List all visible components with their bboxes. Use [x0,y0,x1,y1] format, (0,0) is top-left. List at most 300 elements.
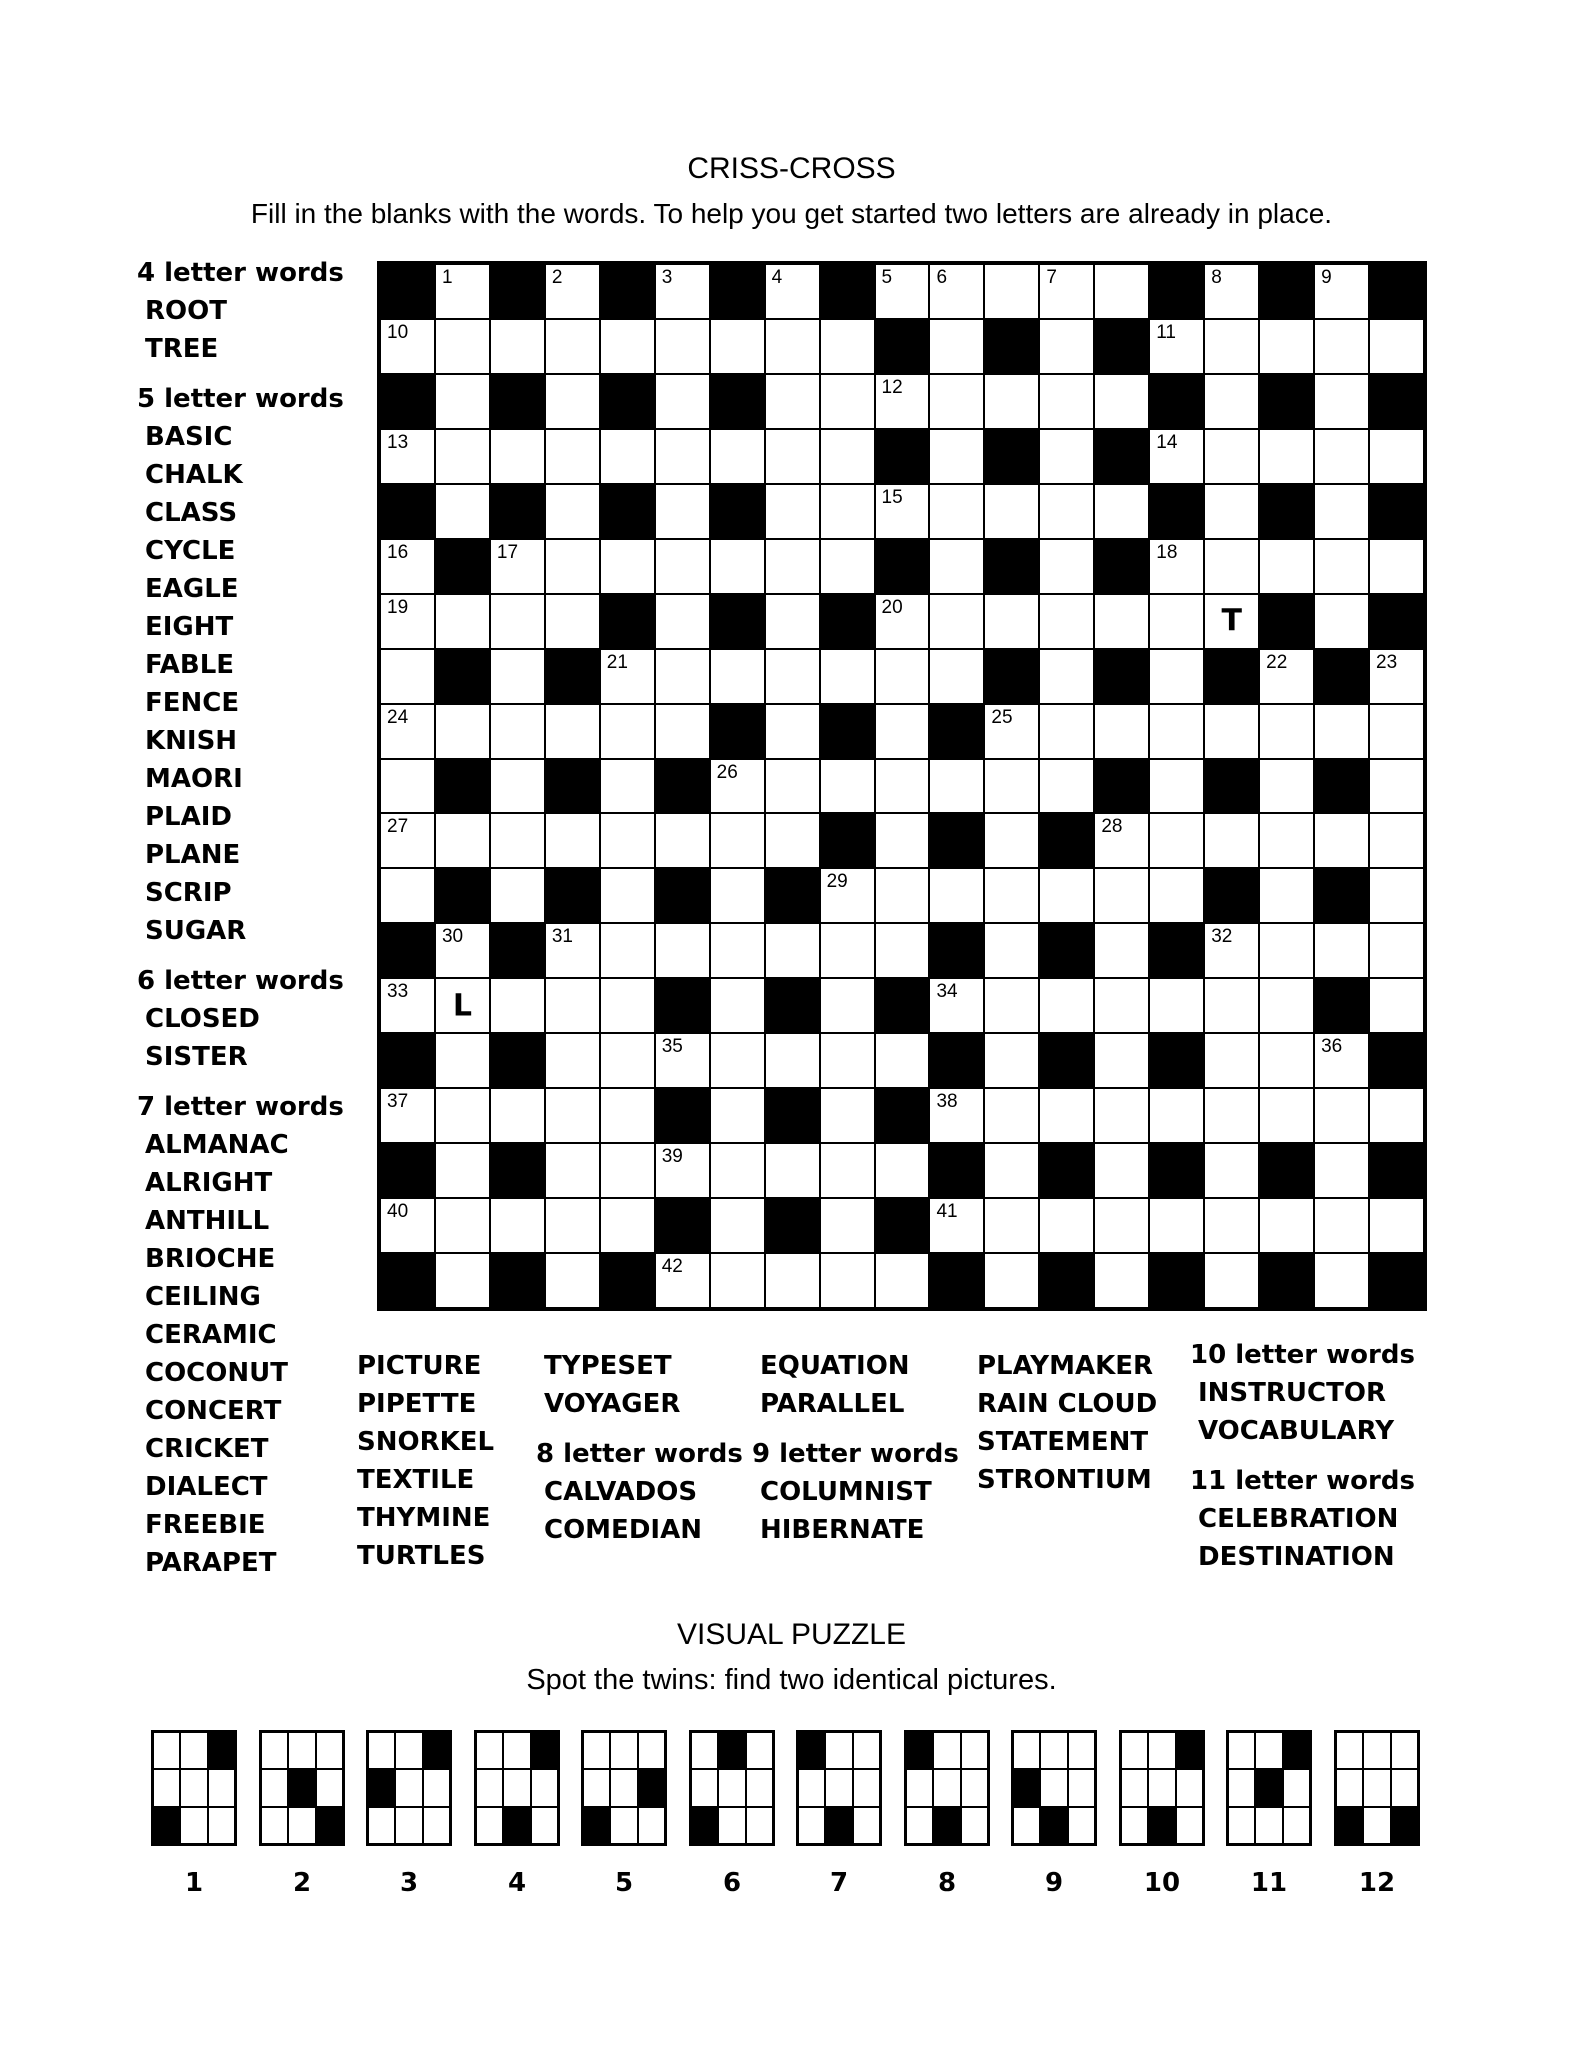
black-square [1150,265,1203,318]
grid-cell[interactable] [1370,924,1423,977]
grid-cell[interactable] [1150,814,1203,867]
grid-cell[interactable] [546,265,599,318]
grid-cell[interactable] [601,1034,654,1087]
grid-cell[interactable] [1205,979,1258,1032]
grid-cell[interactable] [1370,760,1423,813]
grid-cell[interactable] [1040,320,1093,373]
grid-cell[interactable] [821,485,874,538]
grid-cell[interactable] [1315,924,1368,977]
black-square [1315,650,1368,703]
black-square [1370,595,1423,648]
grid-cell[interactable] [1260,814,1313,867]
grid-cell[interactable] [985,485,1038,538]
grid-cell[interactable] [1315,1199,1368,1252]
grid-cell[interactable] [1095,485,1148,538]
grid-cell[interactable] [546,375,599,428]
grid-cell[interactable] [766,430,819,483]
grid-cell[interactable] [930,1089,983,1142]
grid-cell[interactable] [1205,1254,1258,1307]
grid-cell[interactable] [1260,924,1313,977]
grid-cell[interactable] [766,760,819,813]
grid-cell[interactable] [491,540,544,593]
grid-cell[interactable] [711,979,764,1032]
grid-cell[interactable] [711,924,764,977]
grid-cell[interactable] [985,1254,1038,1307]
grid-cell[interactable] [766,924,819,977]
grid-cell[interactable] [876,760,929,813]
grid-cell[interactable] [491,430,544,483]
visual-picture[interactable] [904,1730,990,1846]
grid-cell[interactable] [876,869,929,922]
grid-cell[interactable] [601,540,654,593]
word-list-item: CONCERT [145,1396,282,1426]
grid-cell[interactable] [1040,485,1093,538]
grid-cell[interactable] [1150,1089,1203,1142]
grid-cell[interactable] [381,430,434,483]
grid-cell[interactable] [546,595,599,648]
clue-number: 26 [716,761,738,783]
grid-cell[interactable] [656,265,709,318]
grid-cell[interactable] [1205,595,1258,648]
grid-cell[interactable] [601,760,654,813]
grid-cell[interactable] [436,705,489,758]
grid-cell[interactable] [546,1144,599,1197]
grid-cell[interactable] [656,540,709,593]
grid-cell[interactable] [1095,1089,1148,1142]
grid-cell[interactable] [1370,1089,1423,1142]
grid-cell[interactable] [601,320,654,373]
grid-cell[interactable] [1260,320,1313,373]
grid-cell[interactable] [766,1254,819,1307]
grid-cell[interactable] [985,979,1038,1032]
grid-cell[interactable] [1260,1199,1313,1252]
grid-cell[interactable] [1205,705,1258,758]
grid-cell[interactable] [711,1254,764,1307]
grid-cell[interactable] [1260,650,1313,703]
grid-cell[interactable] [601,1089,654,1142]
grid-cell[interactable] [1040,979,1093,1032]
grid-cell[interactable] [985,869,1038,922]
grid-cell[interactable] [436,1144,489,1197]
grid-cell[interactable] [985,265,1038,318]
grid-cell[interactable] [491,650,544,703]
grid-cell[interactable] [1260,760,1313,813]
visual-picture[interactable] [581,1730,667,1846]
grid-cell[interactable] [381,869,434,922]
grid-cell[interactable] [1150,595,1203,648]
black-square [930,1144,983,1197]
grid-cell[interactable] [601,814,654,867]
grid-cell[interactable] [656,375,709,428]
grid-cell[interactable] [1205,430,1258,483]
visual-picture[interactable] [151,1730,237,1846]
grid-cell[interactable] [656,320,709,373]
grid-cell[interactable] [766,650,819,703]
grid-cell[interactable] [1315,1144,1368,1197]
grid-cell[interactable] [766,705,819,758]
grid-cell[interactable] [381,1199,434,1252]
grid-cell[interactable] [601,705,654,758]
grid-cell[interactable] [930,320,983,373]
grid-cell[interactable] [381,760,434,813]
grid-cell[interactable] [1040,375,1093,428]
grid-cell[interactable] [821,1089,874,1142]
grid-cell[interactable] [381,540,434,593]
given-letter: L [452,988,472,1024]
grid-cell[interactable] [821,869,874,922]
grid-cell[interactable] [1040,265,1093,318]
grid-cell[interactable] [1315,1034,1368,1087]
grid-cell[interactable] [1095,375,1148,428]
grid-cell[interactable] [436,1089,489,1142]
grid-cell[interactable] [1260,540,1313,593]
grid-cell[interactable] [436,485,489,538]
grid-cell[interactable] [1205,924,1258,977]
grid-cell[interactable] [821,979,874,1032]
grid-cell[interactable] [546,705,599,758]
grid-cell[interactable] [930,485,983,538]
visual-picture[interactable] [1226,1730,1312,1846]
grid-cell[interactable] [876,1144,929,1197]
grid-cell[interactable] [1205,1034,1258,1087]
grid-cell[interactable] [876,650,929,703]
grid-cell[interactable] [656,650,709,703]
grid-cell[interactable] [711,1034,764,1087]
grid-cell[interactable] [436,375,489,428]
grid-cell[interactable] [876,924,929,977]
word-list-item: STATEMENT [977,1427,1149,1457]
grid-cell[interactable] [876,485,929,538]
grid-cell[interactable] [656,430,709,483]
grid-cell[interactable] [491,1199,544,1252]
grid-cell[interactable] [1205,320,1258,373]
black-square [1370,1034,1423,1087]
grid-cell[interactable] [1370,705,1423,758]
grid-cell[interactable] [876,1254,929,1307]
picture-cell [1069,1808,1094,1843]
grid-cell[interactable] [821,650,874,703]
grid-cell[interactable] [381,1089,434,1142]
grid-cell[interactable] [546,979,599,1032]
grid-cell[interactable] [1370,650,1423,703]
clue-number: 15 [881,486,903,508]
grid-cell[interactable] [766,814,819,867]
grid-cell[interactable] [821,540,874,593]
grid-cell[interactable] [1315,595,1368,648]
grid-cell[interactable] [1150,430,1203,483]
grid-cell[interactable] [1205,1089,1258,1142]
word-list-item: HIBERNATE [760,1515,925,1545]
grid-cell[interactable] [1150,1199,1203,1252]
grid-cell[interactable] [1040,1089,1093,1142]
black-square [1370,1254,1423,1307]
grid-cell[interactable] [876,705,929,758]
grid-cell[interactable] [1370,979,1423,1032]
grid-cell[interactable] [821,1199,874,1252]
grid-cell[interactable] [381,814,434,867]
grid-cell[interactable] [656,1144,709,1197]
grid-cell[interactable] [930,650,983,703]
black-square [546,650,599,703]
grid-cell[interactable] [1095,1034,1148,1087]
grid-cell[interactable] [601,979,654,1032]
grid-cell[interactable] [821,320,874,373]
grid-cell[interactable] [876,265,929,318]
grid-cell[interactable] [711,320,764,373]
grid-cell[interactable] [1260,430,1313,483]
grid-cell[interactable] [930,760,983,813]
grid-cell[interactable] [491,814,544,867]
grid-cell[interactable] [1040,760,1093,813]
clue-number: 16 [387,541,409,563]
black-square [436,650,489,703]
grid-cell[interactable] [601,1199,654,1252]
grid-cell[interactable] [1095,265,1148,318]
grid-cell[interactable] [985,1089,1038,1142]
grid-cell[interactable] [711,430,764,483]
grid-cell[interactable] [930,430,983,483]
grid-cell[interactable] [656,595,709,648]
grid-cell[interactable] [436,265,489,318]
grid-cell[interactable] [656,485,709,538]
grid-cell[interactable] [766,540,819,593]
grid-cell[interactable] [1205,540,1258,593]
grid-cell[interactable] [1315,265,1368,318]
grid-cell[interactable] [1260,979,1313,1032]
grid-cell[interactable] [1370,430,1423,483]
grid-cell[interactable] [381,650,434,703]
grid-cell[interactable] [1150,760,1203,813]
grid-cell[interactable] [656,924,709,977]
grid-cell[interactable] [930,869,983,922]
grid-cell[interactable] [1095,1254,1148,1307]
grid-cell[interactable] [436,924,489,977]
grid-cell[interactable] [436,1199,489,1252]
grid-cell[interactable] [876,595,929,648]
picture-cell [854,1733,879,1768]
grid-cell[interactable] [711,540,764,593]
grid-cell[interactable] [711,650,764,703]
grid-cell[interactable] [1040,540,1093,593]
grid-cell[interactable] [876,1034,929,1087]
grid-cell[interactable] [1315,320,1368,373]
grid-cell[interactable] [1370,320,1423,373]
grid-cell[interactable] [821,1034,874,1087]
grid-cell[interactable] [546,1199,599,1252]
grid-cell[interactable] [1095,979,1148,1032]
grid-cell[interactable] [711,869,764,922]
grid-cell[interactable] [656,705,709,758]
grid-cell[interactable] [1095,595,1148,648]
grid-cell[interactable] [1040,1199,1093,1252]
grid-cell[interactable] [546,430,599,483]
grid-cell[interactable] [491,760,544,813]
grid-cell[interactable] [546,1089,599,1142]
picture-cell [799,1770,824,1805]
grid-cell[interactable] [930,265,983,318]
grid-cell[interactable] [546,814,599,867]
visual-picture[interactable] [689,1730,775,1846]
grid-cell[interactable] [876,375,929,428]
clue-number: 29 [826,871,848,893]
grid-cell[interactable] [766,485,819,538]
grid-cell[interactable] [1095,869,1148,922]
grid-cell[interactable] [1315,705,1368,758]
grid-cell[interactable] [436,1034,489,1087]
grid-cell[interactable] [1205,265,1258,318]
grid-cell[interactable] [985,924,1038,977]
grid-cell[interactable] [381,979,434,1032]
grid-cell[interactable] [985,1199,1038,1252]
grid-cell[interactable] [1095,705,1148,758]
grid-cell[interactable] [1150,650,1203,703]
grid-cell[interactable] [1205,1144,1258,1197]
grid-cell[interactable] [656,1034,709,1087]
grid-cell[interactable] [1040,595,1093,648]
grid-cell[interactable] [930,979,983,1032]
grid-cell[interactable] [601,430,654,483]
grid-cell[interactable] [821,1144,874,1197]
grid-cell[interactable] [601,1144,654,1197]
grid-cell[interactable] [766,265,819,318]
grid-cell[interactable] [1315,540,1368,593]
grid-cell[interactable] [491,705,544,758]
grid-cell[interactable] [546,924,599,977]
visual-picture[interactable] [1334,1730,1420,1846]
grid-cell[interactable] [1315,375,1368,428]
grid-cell[interactable] [766,1144,819,1197]
grid-cell[interactable] [546,485,599,538]
grid-cell[interactable] [711,1199,764,1252]
grid-cell[interactable] [491,979,544,1032]
grid-cell[interactable] [601,869,654,922]
grid-cell[interactable] [546,1034,599,1087]
grid-cell[interactable] [1370,540,1423,593]
grid-cell[interactable] [436,814,489,867]
grid-cell[interactable] [985,760,1038,813]
grid-cell[interactable] [436,979,489,1032]
grid-cell[interactable] [985,1034,1038,1087]
grid-cell[interactable] [1150,540,1203,593]
grid-cell[interactable] [491,595,544,648]
grid-cell[interactable] [1040,869,1093,922]
grid-cell[interactable] [985,814,1038,867]
grid-cell[interactable] [821,1254,874,1307]
grid-cell[interactable] [491,869,544,922]
grid-cell[interactable] [821,430,874,483]
grid-cell[interactable] [766,595,819,648]
grid-cell[interactable] [1370,814,1423,867]
grid-cell[interactable] [985,375,1038,428]
grid-cell[interactable] [381,705,434,758]
grid-cell[interactable] [546,320,599,373]
grid-cell[interactable] [1095,1199,1148,1252]
grid-cell[interactable] [1205,375,1258,428]
grid-cell[interactable] [1205,814,1258,867]
grid-cell[interactable] [1315,485,1368,538]
word-list-column-4 [752,1347,959,1549]
grid-cell[interactable] [546,540,599,593]
grid-cell[interactable] [1315,430,1368,483]
grid-cell[interactable] [1260,869,1313,922]
grid-cell[interactable] [381,595,434,648]
word-list-item: PIPETTE [357,1389,477,1419]
grid-cell[interactable] [711,1144,764,1197]
grid-cell[interactable] [711,1089,764,1142]
grid-cell[interactable] [491,320,544,373]
visual-picture[interactable] [366,1730,452,1846]
grid-cell[interactable] [436,1254,489,1307]
grid-cell[interactable] [381,320,434,373]
grid-cell[interactable] [766,375,819,428]
grid-cell[interactable] [1150,869,1203,922]
grid-cell[interactable] [601,650,654,703]
grid-cell[interactable] [1150,979,1203,1032]
grid-cell[interactable] [436,320,489,373]
grid-cell[interactable] [1370,1199,1423,1252]
grid-cell[interactable] [766,320,819,373]
picture-number: 11 [1250,1868,1288,1898]
grid-cell[interactable] [985,595,1038,648]
visual-picture[interactable] [1119,1730,1205,1846]
grid-cell[interactable] [821,924,874,977]
grid-cell[interactable] [711,814,764,867]
grid-cell[interactable] [711,760,764,813]
grid-cell[interactable] [491,1089,544,1142]
grid-cell[interactable] [876,814,929,867]
grid-cell[interactable] [821,375,874,428]
grid-cell[interactable] [436,430,489,483]
grid-cell[interactable] [1315,1254,1368,1307]
grid-cell[interactable] [1260,705,1313,758]
grid-cell[interactable] [1095,1144,1148,1197]
grid-cell[interactable] [985,705,1038,758]
grid-cell[interactable] [1370,869,1423,922]
grid-cell[interactable] [1260,1034,1313,1087]
grid-cell[interactable] [1205,485,1258,538]
grid-cell[interactable] [601,924,654,977]
grid-cell[interactable] [1150,320,1203,373]
grid-cell[interactable] [656,814,709,867]
visual-picture[interactable] [1011,1730,1097,1846]
grid-cell[interactable] [1205,1199,1258,1252]
grid-cell[interactable] [985,1144,1038,1197]
grid-cell[interactable] [930,595,983,648]
grid-cell[interactable] [1315,814,1368,867]
grid-cell[interactable] [1040,705,1093,758]
grid-cell[interactable] [930,540,983,593]
grid-cell[interactable] [1040,650,1093,703]
clue-number: 2 [551,267,563,288]
grid-cell[interactable] [1095,924,1148,977]
grid-cell[interactable] [930,375,983,428]
grid-cell[interactable] [1150,705,1203,758]
grid-cell[interactable] [1095,814,1148,867]
visual-picture[interactable] [796,1730,882,1846]
grid-cell[interactable] [821,760,874,813]
grid-cell[interactable] [1260,1089,1313,1142]
visual-picture[interactable] [259,1730,345,1846]
grid-cell[interactable] [1040,430,1093,483]
grid-cell[interactable] [1315,1089,1368,1142]
grid-cell[interactable] [656,1254,709,1307]
grid-cell[interactable] [766,1034,819,1087]
grid-cell[interactable] [546,1254,599,1307]
grid-cell[interactable] [930,1199,983,1252]
grid-cell[interactable] [436,595,489,648]
visual-picture[interactable] [474,1730,560,1846]
black-square [656,1199,709,1252]
